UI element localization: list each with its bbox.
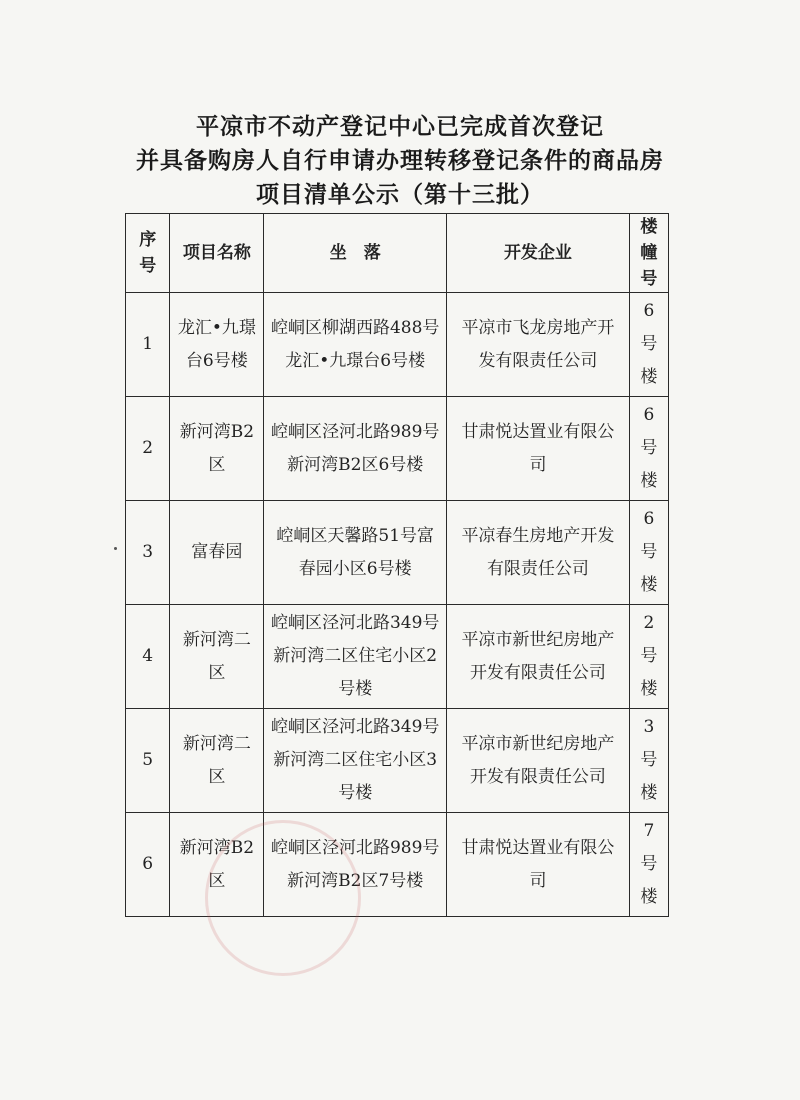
cell-no: 5 bbox=[126, 709, 170, 813]
table-row bbox=[126, 605, 669, 709]
header-developer: 开发企业 bbox=[447, 214, 630, 293]
cell-name: 龙汇•九璟台6号楼 bbox=[170, 293, 264, 397]
cell-building: 6号楼 bbox=[629, 293, 668, 397]
cell-building: 6号楼 bbox=[629, 501, 668, 605]
cell-location: 崆峒区泾河北路349号新河湾二区住宅小区2号楼 bbox=[264, 605, 447, 709]
cell-building: 2号楼 bbox=[629, 605, 668, 709]
scan-speck bbox=[114, 547, 117, 550]
cell-developer: 甘肃悦达置业有限公司 bbox=[447, 813, 630, 917]
project-table bbox=[125, 213, 669, 917]
cell-no: 4 bbox=[126, 605, 170, 709]
document-title bbox=[100, 110, 700, 212]
header-name: 项目名称 bbox=[170, 214, 264, 293]
cell-name: 富春园 bbox=[170, 501, 264, 605]
cell-no: 1 bbox=[126, 293, 170, 397]
cell-name: 新河湾二区 bbox=[170, 605, 264, 709]
cell-building: 7号楼 bbox=[629, 813, 668, 917]
cell-developer: 平凉春生房地产开发有限责任公司 bbox=[447, 501, 630, 605]
cell-name: 新河湾B2区 bbox=[170, 397, 264, 501]
cell-location: 崆峒区泾河北路989号新河湾B2区6号楼 bbox=[264, 397, 447, 501]
cell-developer: 甘肃悦达置业有限公司 bbox=[447, 397, 630, 501]
cell-name: 新河湾二区 bbox=[170, 709, 264, 813]
header-building: 楼幢号 bbox=[629, 214, 668, 293]
cell-developer: 平凉市新世纪房地产开发有限责任公司 bbox=[447, 709, 630, 813]
title-line-3: 项目清单公示（第十三批） bbox=[256, 182, 544, 208]
cell-name: 新河湾B2区 bbox=[170, 813, 264, 917]
cell-location: 崆峒区柳湖西路488号龙汇•九璟台6号楼 bbox=[264, 293, 447, 397]
header-no: 序号 bbox=[126, 214, 170, 293]
table-row bbox=[126, 709, 669, 813]
cell-no: 6 bbox=[126, 813, 170, 917]
cell-building: 3号楼 bbox=[629, 709, 668, 813]
cell-no: 2 bbox=[126, 397, 170, 501]
cell-no: 3 bbox=[126, 501, 170, 605]
cell-developer: 平凉市新世纪房地产开发有限责任公司 bbox=[447, 605, 630, 709]
cell-location: 崆峒区泾河北路349号新河湾二区住宅小区3号楼 bbox=[264, 709, 447, 813]
title-line-2: 并具备购房人自行申请办理转移登记条件的商品房 bbox=[136, 148, 664, 174]
table-header-row bbox=[126, 214, 669, 293]
header-location: 坐 落 bbox=[264, 214, 447, 293]
table-row bbox=[126, 293, 669, 397]
cell-location: 崆峒区泾河北路989号新河湾B2区7号楼 bbox=[264, 813, 447, 917]
cell-location: 崆峒区天馨路51号富春园小区6号楼 bbox=[264, 501, 447, 605]
table-row bbox=[126, 501, 669, 605]
table-row bbox=[126, 397, 669, 501]
table-row bbox=[126, 813, 669, 917]
cell-developer: 平凉市飞龙房地产开发有限责任公司 bbox=[447, 293, 630, 397]
title-line-1: 平凉市不动产登记中心已完成首次登记 bbox=[196, 114, 604, 140]
cell-building: 6号楼 bbox=[629, 397, 668, 501]
